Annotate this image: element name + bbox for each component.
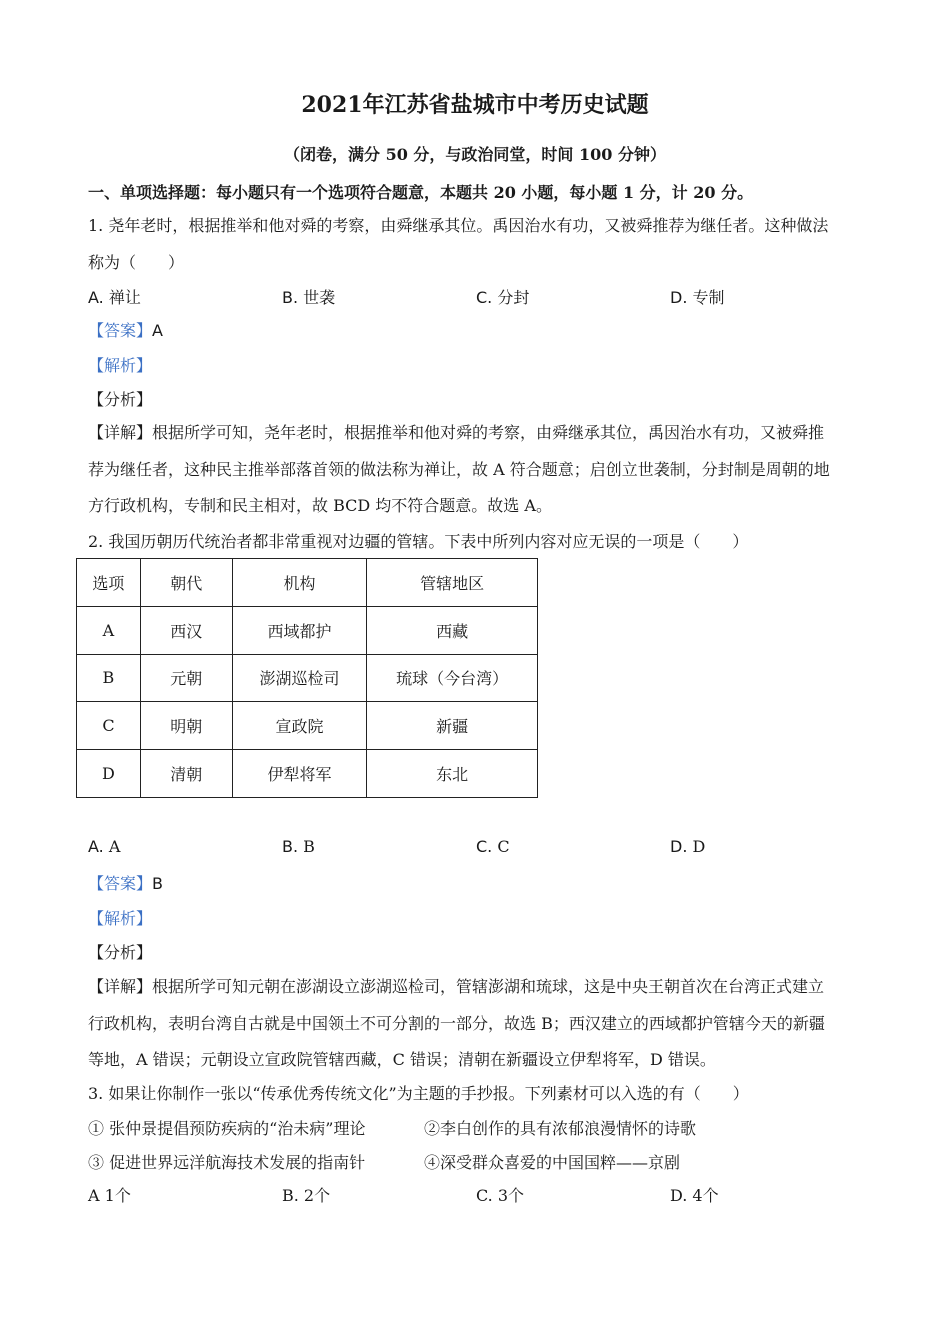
q2-option-b: B. B: [282, 837, 315, 856]
q3-item-4: ④深受群众喜爱的中国国粹——京剧: [424, 1153, 681, 1172]
q2-option-c: C. C: [476, 837, 510, 856]
table-cell: C: [77, 702, 141, 750]
q2-stem: 2. 我国历朝历代统治者都非常重视对边疆的管辖。下表中所列内容对应无误的一项是（ ）: [88, 532, 749, 551]
q2-fenxi: 【分析】: [88, 943, 153, 962]
q3-option-a: A 1个: [88, 1186, 131, 1205]
q2-answer: [88, 871, 163, 894]
q1-answer-value: A: [152, 321, 163, 340]
q3-item-1: ① 张仲景提倡预防疾病的“治未病”理论: [88, 1119, 366, 1138]
table-cell: 新疆: [367, 702, 538, 750]
q3-stem: 3. 如果让你制作一张以“传承优秀传统文化”为主题的手抄报。下列素材可以入选的有（ ）: [88, 1084, 749, 1103]
q2-analysis-label: 【解析】: [88, 909, 153, 928]
q1-detail-line2: 荐为继任者，这种民主推举部落首领的做法称为禅让，故 A 符合题意；启创立世袭制，分封制是周朝的地: [88, 460, 830, 479]
table-cell: 元朝: [140, 654, 232, 702]
q3-option-b: B. 2个: [282, 1186, 331, 1205]
table-row: [77, 750, 538, 798]
q2-option-a: A. A: [88, 837, 121, 856]
q3-option-d: D. 4个: [670, 1186, 719, 1205]
table-cell: 伊犁将军: [232, 750, 367, 798]
q1-answer: [88, 318, 163, 341]
q2-detail-line1: 【详解】根据所学可知元朝在澎湖设立澎湖巡检司，管辖澎湖和琉球，这是中央王朝首次在台湾正式建立: [88, 977, 825, 996]
q2-answer-label: 【答案】: [88, 874, 153, 893]
q1-stem-line2: 称为（ ）: [88, 253, 185, 272]
table-cell: 清朝: [140, 750, 232, 798]
table-row: [77, 702, 538, 750]
q1-detail-line3: 方行政机构，专制和民主相对，故 BCD 均不符合题意。故选 A。: [88, 496, 552, 515]
table-cell: 澎湖巡检司: [232, 654, 367, 702]
q1-option-b: B. 世袭: [282, 288, 336, 307]
table-header-cell: 管辖地区: [367, 559, 538, 607]
q2-option-d: D. D: [670, 837, 706, 856]
q2-answer-value: B: [152, 874, 163, 893]
q1-detail-line1: 【详解】根据所学可知，尧年老时，根据推举和他对舜的考察，由舜继承其位，禹因治水有功，又被舜推: [88, 423, 825, 442]
section-heading: 一、单项选择题：每小题只有一个选项符合题意，本题共 20 小题，每小题 1 分，计 20 分。: [88, 183, 754, 202]
table-cell: B: [77, 654, 141, 702]
page-subtitle: （闭卷，满分 50 分，与政治同堂，时间 100 分钟）: [284, 145, 666, 164]
table-cell: 明朝: [140, 702, 232, 750]
table-cell: A: [77, 606, 141, 654]
table-header-cell: 机构: [232, 559, 367, 607]
q1-fenxi: 【分析】: [88, 390, 153, 409]
table-cell: 西藏: [367, 606, 538, 654]
page-title: 2021年江苏省盐城市中考历史试题: [301, 92, 649, 118]
q2-detail-line2: 行政机构，表明台湾自古就是中国领土不可分割的一部分，故选 B；西汉建立的西域都护管辖今天的新疆: [88, 1014, 825, 1033]
table-header-cell: 朝代: [140, 559, 232, 607]
table-cell: 西域都护: [232, 606, 367, 654]
table-row: [77, 654, 538, 702]
q3-item-2: ②李白创作的具有浓郁浪漫情怀的诗歌: [424, 1119, 697, 1138]
q2-detail-line3: 等地，A 错误；元朝设立宣政院管辖西藏，C 错误；清朝在新疆设立伊犁将军，D 错误。: [88, 1050, 716, 1069]
q1-stem-line1: 1. 尧年老时，根据推举和他对舜的考察，由舜继承其位。禹因治水有功，又被舜推荐为继任者。这种做法: [88, 216, 829, 235]
q3-item-3: ③ 促进世界远洋航海技术发展的指南针: [88, 1153, 366, 1172]
q3-option-c: C. 3个: [476, 1186, 525, 1205]
table-header-row: [77, 559, 538, 607]
q1-answer-label: 【答案】: [88, 321, 153, 340]
table-row: [77, 606, 538, 654]
table-cell: 东北: [367, 750, 538, 798]
q1-analysis-label: 【解析】: [88, 356, 153, 375]
q2-table: [76, 558, 538, 798]
q1-option-a: A. 禅让: [88, 288, 141, 307]
table-header-cell: 选项: [77, 559, 141, 607]
q1-option-d: D. 专制: [670, 288, 725, 307]
table-cell: 琉球（今台湾）: [367, 654, 538, 702]
table-cell: 西汉: [140, 606, 232, 654]
q1-option-c: C. 分封: [476, 288, 530, 307]
table-cell: D: [77, 750, 141, 798]
table-cell: 宣政院: [232, 702, 367, 750]
